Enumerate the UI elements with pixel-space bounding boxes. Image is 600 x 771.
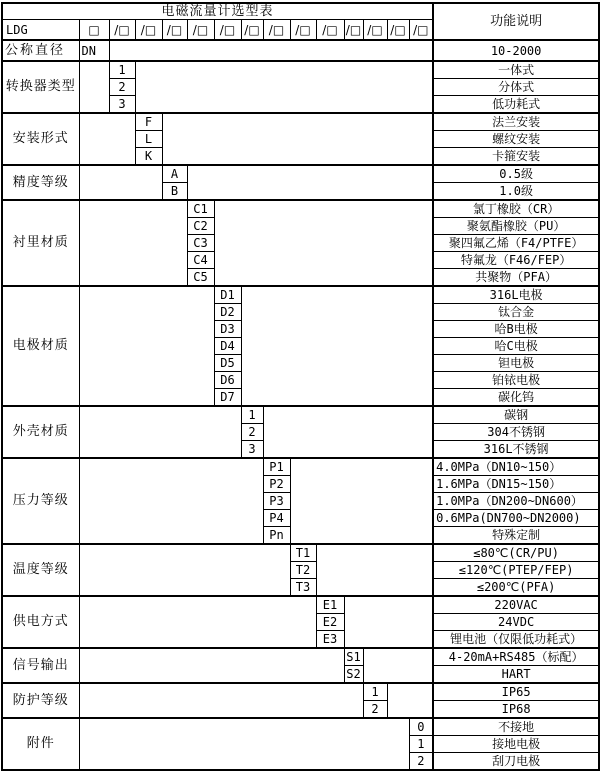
spacer-cell — [241, 286, 433, 406]
option-code: S1 — [344, 648, 363, 666]
option-code: 2 — [363, 701, 387, 719]
option-code: Pn — [263, 527, 290, 545]
code-box-13: /□ — [409, 20, 433, 41]
option-desc: 特氟龙（F46/FEP） — [433, 252, 599, 269]
spacer-cell — [79, 61, 109, 113]
option-desc: 0.5级 — [433, 165, 599, 183]
spacer-cell — [290, 458, 433, 544]
option-code: S2 — [344, 666, 363, 684]
group-label-installation: 安装形式 — [2, 113, 79, 165]
option-code: D3 — [214, 321, 241, 338]
option-desc: ≤200℃(PFA) — [433, 579, 599, 597]
option-code: 2 — [409, 753, 433, 771]
spacer-cell — [79, 683, 363, 718]
spacer-cell — [109, 40, 433, 61]
spacer-cell — [363, 648, 433, 683]
option-code: 2 — [109, 79, 135, 96]
option-code: D6 — [214, 372, 241, 389]
spacer-cell — [79, 113, 135, 165]
spacer-cell — [316, 544, 433, 596]
group-label-electrode: 电极材质 — [2, 286, 79, 406]
code-box-6: /□ — [241, 20, 263, 41]
code-box-3: /□ — [162, 20, 187, 41]
function-column-header: 功能说明 — [433, 3, 599, 40]
code-box-0: □ — [79, 20, 109, 41]
option-desc: 不接地 — [433, 718, 599, 736]
option-code: T2 — [290, 562, 316, 579]
option-code: D5 — [214, 355, 241, 372]
option-desc: ≤80℃(CR/PU) — [433, 544, 599, 562]
spacer-cell — [79, 286, 214, 406]
group-label-temperature: 温度等级 — [2, 544, 79, 596]
option-code: C3 — [187, 235, 214, 252]
option-desc: 螺纹安装 — [433, 131, 599, 148]
option-code: T3 — [290, 579, 316, 597]
option-desc: 低功耗式 — [433, 96, 599, 114]
option-desc: 刮刀电极 — [433, 753, 599, 771]
option-code: C2 — [187, 218, 214, 235]
option-code: C1 — [187, 200, 214, 218]
option-desc: 0.6MPa(DN700~DN2000) — [433, 510, 599, 527]
option-desc: 316L电极 — [433, 286, 599, 304]
option-desc: 法兰安装 — [433, 113, 599, 131]
option-code: P2 — [263, 476, 290, 493]
option-code: P3 — [263, 493, 290, 510]
option-desc: 卡箍安装 — [433, 148, 599, 166]
option-code: DN — [79, 40, 109, 61]
option-code: 2 — [241, 424, 263, 441]
code-box-2: /□ — [135, 20, 162, 41]
option-code: 3 — [241, 441, 263, 459]
option-desc: 4.0MPa（DN10~150） — [433, 458, 599, 476]
spacer-cell — [79, 165, 162, 200]
option-desc: 316L不锈钢 — [433, 441, 599, 459]
option-desc: 4-20mA+RS485（标配） — [433, 648, 599, 666]
spacer-cell — [162, 113, 433, 165]
group-label-housing: 外壳材质 — [2, 406, 79, 458]
option-desc: 220VAC — [433, 596, 599, 614]
code-box-5: /□ — [214, 20, 241, 41]
option-desc: ≤120℃(PTEP/FEP) — [433, 562, 599, 579]
option-desc: 分体式 — [433, 79, 599, 96]
group-label-accuracy: 精度等级 — [2, 165, 79, 200]
option-desc: 1.6MPa（DN15~150） — [433, 476, 599, 493]
option-code: 1 — [409, 736, 433, 753]
option-desc: 1.0MPa（DN200~DN600） — [433, 493, 599, 510]
code-box-4: /□ — [187, 20, 214, 41]
option-code: F — [135, 113, 162, 131]
spacer-cell — [135, 61, 433, 113]
code-box-9: /□ — [316, 20, 344, 41]
code-box-10: /□ — [344, 20, 363, 41]
option-code: D1 — [214, 286, 241, 304]
option-code: 3 — [109, 96, 135, 114]
option-desc: 哈C电极 — [433, 338, 599, 355]
option-code: D2 — [214, 304, 241, 321]
option-code: D4 — [214, 338, 241, 355]
option-code: T1 — [290, 544, 316, 562]
option-desc: 一体式 — [433, 61, 599, 79]
group-label-pressure: 压力等级 — [2, 458, 79, 544]
group-label-power-supply: 供电方式 — [2, 596, 79, 648]
option-desc: IP68 — [433, 701, 599, 719]
spacer-cell — [79, 718, 409, 770]
option-code: 1 — [363, 683, 387, 701]
model-prefix-cell: LDG — [2, 20, 79, 41]
spacer-cell — [79, 544, 290, 596]
spacer-cell — [187, 165, 433, 200]
group-label-lining: 衬里材质 — [2, 200, 79, 286]
group-label-protection: 防护等级 — [2, 683, 79, 718]
option-desc: 1.0级 — [433, 183, 599, 201]
group-label-diameter: 公称直径 — [2, 40, 79, 61]
code-box-8: /□ — [290, 20, 316, 41]
spacer-cell — [263, 406, 433, 458]
code-box-11: /□ — [363, 20, 387, 41]
option-code: E3 — [316, 631, 344, 649]
option-desc: 哈B电极 — [433, 321, 599, 338]
option-desc: 钽电极 — [433, 355, 599, 372]
group-label-signal-output: 信号输出 — [2, 648, 79, 683]
option-desc: 聚氨酯橡胶（PU） — [433, 218, 599, 235]
option-code: E1 — [316, 596, 344, 614]
spacer-cell — [79, 200, 187, 286]
flowmeter-selection-table — [1, 2, 600, 771]
option-code: 1 — [241, 406, 263, 424]
option-desc: 304不锈钢 — [433, 424, 599, 441]
option-desc: 氯丁橡胶（CR） — [433, 200, 599, 218]
option-desc: 碳化钨 — [433, 389, 599, 407]
table-title: 电磁流量计选型表 — [2, 3, 433, 20]
spacer-cell — [79, 406, 241, 458]
option-desc: 锂电池（仅限低功耗式） — [433, 631, 599, 649]
spacer-cell — [344, 596, 433, 648]
group-label-converter-type: 转换器类型 — [2, 61, 79, 113]
option-desc: IP65 — [433, 683, 599, 701]
spacer-cell — [214, 200, 433, 286]
option-code: K — [135, 148, 162, 166]
option-desc: 铂铱电极 — [433, 372, 599, 389]
group-label-accessories: 附件 — [2, 718, 79, 770]
spacer-cell — [79, 596, 316, 648]
option-code: D7 — [214, 389, 241, 407]
option-code: C5 — [187, 269, 214, 287]
option-code: E2 — [316, 614, 344, 631]
option-desc: 24VDC — [433, 614, 599, 631]
option-code: C4 — [187, 252, 214, 269]
option-code: A — [162, 165, 187, 183]
option-desc: 碳钢 — [433, 406, 599, 424]
option-desc: 10-2000 — [433, 40, 599, 61]
option-desc: HART — [433, 666, 599, 684]
option-code: L — [135, 131, 162, 148]
option-code: 1 — [109, 61, 135, 79]
spacer-cell — [79, 458, 263, 544]
spacer-cell — [79, 648, 344, 683]
option-desc: 聚四氟乙烯（F4/PTFE） — [433, 235, 599, 252]
option-desc: 共聚物（PFA） — [433, 269, 599, 287]
code-box-12: /□ — [387, 20, 409, 41]
spacer-cell — [387, 683, 433, 718]
option-code: B — [162, 183, 187, 201]
option-desc: 接地电极 — [433, 736, 599, 753]
option-code: P1 — [263, 458, 290, 476]
option-desc: 钛合金 — [433, 304, 599, 321]
code-box-1: /□ — [109, 20, 135, 41]
option-code: P4 — [263, 510, 290, 527]
option-desc: 特殊定制 — [433, 527, 599, 545]
option-code: 0 — [409, 718, 433, 736]
code-box-7: /□ — [263, 20, 290, 41]
